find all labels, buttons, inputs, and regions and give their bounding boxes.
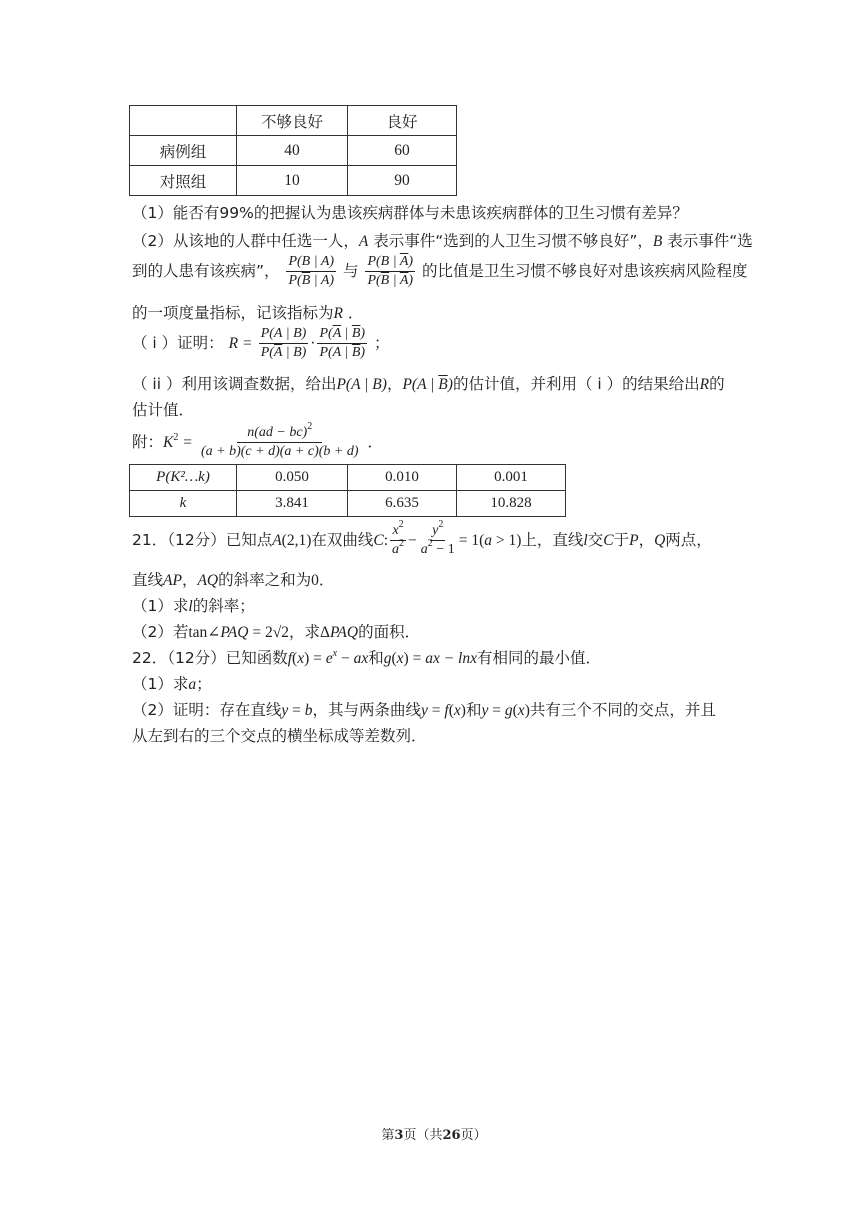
- q21-part2: （2）若tan∠PAQ = 2√2，求ΔPAQ的面积．: [132, 623, 421, 641]
- row-label: 病例组: [130, 136, 237, 166]
- table-row: [130, 106, 457, 136]
- table-cell: 3.841: [237, 491, 348, 517]
- table-row: [130, 166, 457, 196]
- table-cell: 0.001: [457, 465, 566, 491]
- table-cell: 90: [348, 166, 457, 196]
- table-cell: 6.635: [348, 491, 457, 517]
- table-header: k: [130, 491, 237, 517]
- table-cell: 10.828: [457, 491, 566, 517]
- q20-part-ii: （ ii ）利用该调查数据，给出P(A | B)，P(A | $\overline{B}$)的估计值，并利用（ i ）的结果给出R的: [132, 375, 725, 393]
- q21-line2: 直线AP，AQ的斜率之和为0．: [132, 571, 335, 589]
- page-number: 3: [394, 1128, 404, 1143]
- page-footer: 第3页（共26页）: [381, 1128, 487, 1143]
- q20-part-ii-cont: 估计值．: [132, 401, 195, 419]
- q20-part2-line3: 的一项度量指标，记该指标为R ．: [132, 304, 364, 322]
- table-row: [130, 465, 566, 491]
- table-cell: 0.010: [348, 465, 457, 491]
- row-label: 对照组: [130, 166, 237, 196]
- critical-value-table: [129, 464, 566, 517]
- q22-part2-cont: 从左到右的三个交点的横坐标成等差数列．: [132, 727, 427, 745]
- fraction-pb-abar: $\frac{P(B | \overline{A})}{P(\overline{B} | \overline{A})}$: [367, 254, 414, 288]
- table-header: 不够良好: [237, 106, 348, 136]
- table-header: P(K²…k): [130, 465, 237, 491]
- table-cell: 10: [237, 166, 348, 196]
- page-total: 26: [442, 1128, 461, 1143]
- data-table-habits: [129, 105, 457, 196]
- table-cell: [130, 106, 237, 136]
- table-cell: 0.050: [237, 465, 348, 491]
- table-row: [130, 491, 566, 517]
- table-cell: 40: [237, 136, 348, 166]
- q20-part-i: （ i ）证明： R = $\frac{P(A | B)}{P(\overline{A} | B)}$ · $\frac{P(\overline{A} | \overline{B})}{P(A | \overline{B})}$ ；: [132, 326, 390, 360]
- table-header: 良好: [348, 106, 457, 136]
- q21-part1: （1）求l的斜率；: [132, 597, 255, 615]
- q22-part1: （1）求a；: [132, 675, 212, 693]
- q22-part2: （2）证明：存在直线y = b，其与两条曲线y = f(x)和y = g(x)共有三个不同的交点，并且: [132, 701, 716, 719]
- fraction-pb-a: $\frac{P(B | A)}{P(\overline{B} | A)}$: [288, 254, 335, 288]
- q20-part2-line1: （2）从该地的人群中任选一人，A 表示事件“选到的人卫生习惯不够良好”，B 表示事件“选: [132, 232, 753, 250]
- q21-heading: 21．（12分）已知点A(2,1)在双曲线C: $\frac{x^2}{a^2}$ − $\frac{y^2}{a^2 - 1}$ = 1(a > 1)上，直线l交C于P，Q两点，: [132, 519, 712, 557]
- table-row: [130, 136, 457, 166]
- q20-part2-line2: 到的人患有该疾病”， $\frac{P(B | A)}{P(\overline{B} | A)}$ 与 $\frac{P(B | \overline{A})}{P(\overline{B} | \overline{A})}$ 的比值是卫生习惯不够良好对患该疾病风险程度: [132, 254, 748, 288]
- q20-part1: （1）能否有99%的把握认为患该疾病群体与未患该疾病群体的卫生习惯有差异？: [132, 204, 688, 222]
- q22-heading: 22．（12分）已知函数$f(x) = e^x$ − ax和g(x) = ax − lnx有相同的最小值．: [132, 648, 601, 667]
- table-cell: 60: [348, 136, 457, 166]
- formula-k2: 附：$K^2$ = $\frac{n(ad - bc)^2}{(a + b)(c + d)(a + c)(b + d)}$ ．: [132, 421, 383, 459]
